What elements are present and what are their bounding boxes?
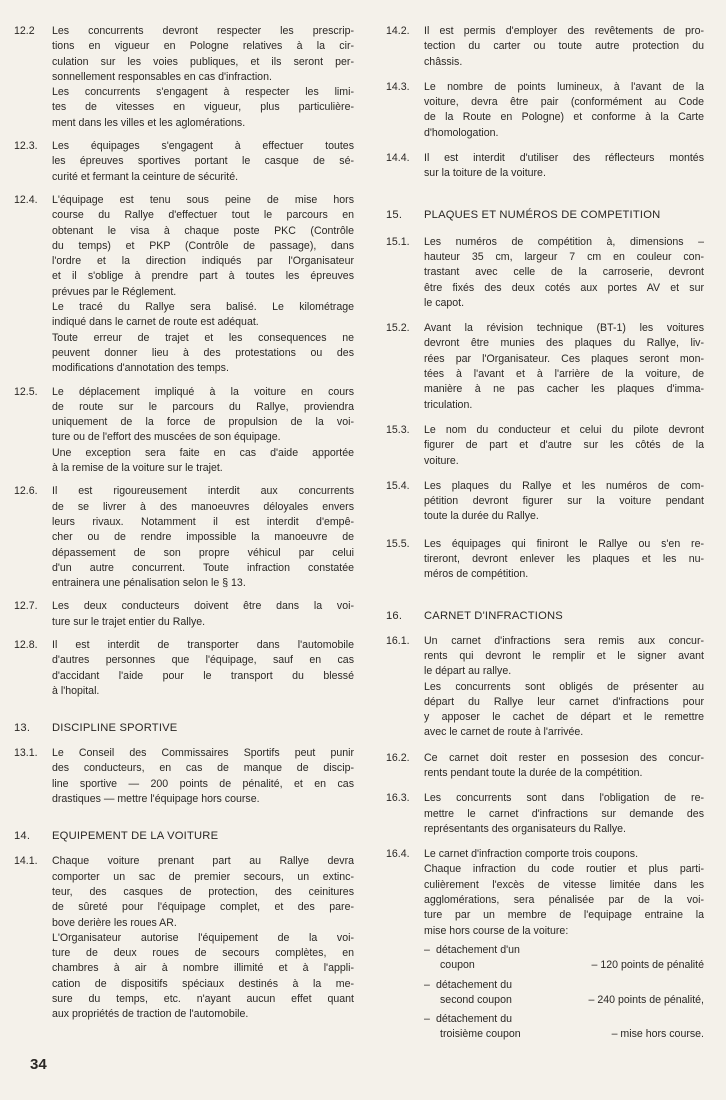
text-line: sure du temps, etc. n'ayant aucun effet quant bbox=[52, 993, 354, 1006]
text-line: et il s'oblige à prendre part à toutes les épreuves bbox=[52, 270, 354, 283]
text-line: détachement d'un bbox=[436, 943, 520, 956]
text-line: pétition devront figurer sur la voiture pendant bbox=[424, 495, 704, 508]
text-line: Les concurrents sont dans l'obligation de re- bbox=[424, 792, 704, 805]
article-number: 15.1. bbox=[386, 235, 410, 248]
text-line: leurs rivaux. Notamment il est interdit d'empê- bbox=[52, 515, 354, 528]
text-line: détachement du bbox=[436, 1013, 512, 1026]
text-line: second coupon bbox=[440, 993, 512, 1006]
text-line: chambres à air à nombre illimité et à l'appli- bbox=[52, 962, 354, 975]
text-line: de route sur le parcours du Rallye, proviendra bbox=[52, 400, 354, 413]
left-column bbox=[14, 24, 354, 1023]
text-line: L'équipage est tenu sous peine de mise hors bbox=[52, 193, 354, 206]
text-line: détachement du bbox=[436, 978, 512, 991]
article-number: 15.2. bbox=[386, 322, 410, 335]
article-text bbox=[424, 479, 704, 525]
article-number: 16.1. bbox=[386, 634, 410, 647]
text-line: agglomérations, sera pénalisée par de la voi- bbox=[424, 894, 704, 907]
article-text bbox=[424, 24, 704, 70]
article-text bbox=[52, 746, 354, 807]
article-text bbox=[52, 139, 354, 185]
article-12-4 bbox=[14, 193, 354, 377]
text-line: Les deux conducteurs doivent être dans la voi- bbox=[52, 600, 354, 613]
section-heading-14 bbox=[14, 829, 354, 844]
article-text bbox=[424, 423, 704, 469]
text-line: culièrement l'excès de vitesse limitée dans les bbox=[424, 878, 704, 891]
text-line: L'Organisateur autorise l'équipement de la voi- bbox=[52, 931, 354, 944]
article-text bbox=[52, 484, 354, 591]
article-14-3 bbox=[386, 80, 704, 141]
text-line: figurer de part et d'autre sur les côtés de la bbox=[424, 439, 704, 452]
text-line: Chaque voiture prenant part au Rallye devra bbox=[52, 855, 354, 868]
text-line: obtenant le visa à chaque poste PKC (Contrôle bbox=[52, 224, 354, 237]
article-15-4 bbox=[386, 479, 704, 525]
text-line: Le déplacement impliqué à la voiture en cours bbox=[52, 385, 354, 398]
text-line: d'homologation. bbox=[424, 126, 499, 139]
text-line: le départ au rallye. bbox=[424, 665, 512, 678]
text-line: manière à ne pas cacher les plaques d'imma- bbox=[424, 383, 704, 396]
right-column bbox=[386, 24, 704, 1047]
text-line: y apposer le cachet de départ et le remettre bbox=[424, 711, 704, 724]
section-heading-13 bbox=[14, 721, 354, 736]
article-number: 12.7. bbox=[14, 600, 38, 613]
text-line: tées à l'avant et à l'arrière de la voiture, de bbox=[424, 368, 704, 381]
article-text bbox=[424, 80, 704, 141]
text-line: représentants des organisateurs du Rallye. bbox=[424, 822, 626, 835]
text-line: Il est permis d'employer des revêtements de pro- bbox=[424, 25, 704, 37]
text-line: à l'hopital. bbox=[52, 684, 100, 697]
penalty-value: – 240 points de pénalité, bbox=[588, 993, 704, 1006]
text-line: Le carnet d'infraction comporte trois coupons. bbox=[424, 848, 639, 861]
text-line: peuvent donner lieu à des protestations ou des bbox=[52, 346, 354, 359]
article-number: 14.3. bbox=[386, 80, 410, 93]
article-number: 12.3. bbox=[14, 140, 38, 153]
text-line: les épreuves sportives portant le casque de sé- bbox=[52, 155, 354, 168]
article-12-2 bbox=[14, 24, 354, 131]
article-text bbox=[424, 847, 704, 939]
text-line: bove derière les roues AR. bbox=[52, 916, 177, 929]
text-line: uniquement de la force de propulsion de la voi- bbox=[52, 416, 354, 429]
text-line: Le Conseil des Commissaires Sportifs peut punir bbox=[52, 747, 354, 760]
section-number: 13. bbox=[14, 722, 31, 735]
list-dash: – bbox=[424, 1013, 430, 1026]
article-text bbox=[424, 537, 704, 583]
text-line: drastiques — mettre l'équipage hors course. bbox=[52, 793, 260, 806]
section-number: 16. bbox=[386, 609, 403, 622]
article-12-3 bbox=[14, 139, 354, 185]
text-line: du temps) et PKP (Contrôle de passage), dans bbox=[52, 239, 354, 252]
text-line: comporter un sac de premier secours, un extinc- bbox=[52, 870, 354, 883]
penalty-item bbox=[424, 943, 704, 974]
article-number: 15.5. bbox=[386, 537, 410, 550]
article-14-2 bbox=[386, 24, 704, 70]
article-16-1 bbox=[386, 634, 704, 741]
article-text bbox=[424, 151, 704, 182]
penalty-value: – mise hors course. bbox=[611, 1028, 704, 1041]
text-line: sonnellement responsables en cas d'infraction. bbox=[52, 70, 272, 83]
article-15-1 bbox=[386, 235, 704, 311]
text-line: mise hors course de la voiture: bbox=[424, 924, 569, 937]
text-line: Un carnet d'infractions sera remis aux concur- bbox=[424, 634, 704, 647]
article-text bbox=[424, 235, 704, 311]
text-line: tireront, devront enlever les plaques et les nu- bbox=[424, 553, 704, 566]
text-line: tection du carter ou toute autre protection du bbox=[424, 40, 704, 53]
article-number: 12.6. bbox=[14, 485, 38, 498]
text-line: prévues par le Réglement. bbox=[52, 285, 177, 298]
article-16-3 bbox=[386, 791, 704, 837]
article-12-6 bbox=[14, 484, 354, 591]
text-line: course du Rallye d'effectuer tout le parcours en bbox=[52, 209, 354, 222]
penalty-label bbox=[436, 1012, 544, 1043]
article-number: 16.3. bbox=[386, 792, 410, 805]
text-line: ture par un membre de l'equipage entraine la bbox=[424, 909, 704, 922]
article-text bbox=[52, 638, 354, 699]
penalty-label bbox=[436, 943, 544, 974]
article-number: 16.2. bbox=[386, 751, 410, 764]
section-title: CARNET D'INFRACTIONS bbox=[424, 609, 563, 622]
text-line: de la Route en Pologne) et conforme à la Carte bbox=[424, 111, 704, 124]
text-line: châssis. bbox=[424, 55, 463, 68]
text-line: line sportive — 200 points de pénalité, et en cas bbox=[52, 777, 354, 790]
text-line: de se livrer à des manoeuvres déloyales envers bbox=[52, 500, 354, 513]
text-line: devront être munies des plaques du Rallye, liv- bbox=[424, 337, 704, 350]
article-text bbox=[52, 599, 354, 630]
text-line: cher ou de rendre impossible la manoeuvre de bbox=[52, 531, 354, 544]
text-line: ment dans les villes et les aglomérations. bbox=[52, 116, 246, 129]
text-line: ture de deux roues de secours complètes, en bbox=[52, 947, 354, 960]
text-line: aux propriétés de traction de l'automobile. bbox=[52, 1008, 249, 1021]
text-line: Les concurrents devront respecter les prescrip- bbox=[52, 25, 354, 37]
article-15-3 bbox=[386, 423, 704, 469]
section-heading-15 bbox=[386, 208, 704, 223]
article-text bbox=[52, 854, 354, 1022]
text-line: Une exception sera faite en cas d'aide apportée bbox=[52, 446, 354, 459]
list-dash: – bbox=[424, 943, 430, 956]
text-line: culation sur les voies publiques, et ils seront per- bbox=[52, 55, 354, 68]
article-text bbox=[424, 321, 704, 413]
text-line: voiture, devra être pair (conformément au Code bbox=[424, 96, 704, 109]
section-number: 15. bbox=[386, 208, 403, 221]
text-line: Il est interdit d'utiliser des réflecteurs montés bbox=[424, 152, 704, 165]
text-line: Le nom du conducteur et celui du pilote devront bbox=[424, 423, 704, 436]
text-line: Toute erreur de trajet et les consequences ne bbox=[52, 331, 354, 344]
article-number: 12.4. bbox=[14, 193, 38, 206]
text-line: Les plaques du Rallye et les numéros de com- bbox=[424, 479, 704, 492]
list-dash: – bbox=[424, 978, 430, 991]
text-line: entrainera une pénalisation selon le § 13. bbox=[52, 577, 246, 590]
text-line: Les numéros de compétition à, dimensions – bbox=[424, 235, 704, 248]
article-text bbox=[52, 385, 354, 477]
article-number: 14.1. bbox=[14, 855, 38, 868]
text-line: teur, des casques de protection, des ceinitures bbox=[52, 885, 354, 898]
article-16-2 bbox=[386, 751, 704, 782]
text-line: ture sur le trajet entier du Rallye. bbox=[52, 615, 206, 628]
article-number: 12.2 bbox=[14, 25, 35, 37]
text-line: Les équipages s'engagent à effectuer toutes bbox=[52, 140, 354, 153]
text-line: de sûreté pour l'équipage complet, et des pare- bbox=[52, 901, 354, 914]
text-line: avec le carnet de route à l'arrivée. bbox=[424, 726, 584, 739]
text-line: curité et fermant la ceinture de sécurité. bbox=[52, 170, 239, 183]
text-line: tes de vitesses en vigueur, plus particulière- bbox=[52, 101, 354, 114]
text-line: Il est interdit de transporter dans l'automobile bbox=[52, 638, 354, 651]
section-title: DISCIPLINE SPORTIVE bbox=[52, 722, 178, 735]
article-number: 15.3. bbox=[386, 423, 410, 436]
article-13-1 bbox=[14, 746, 354, 807]
text-line: le capot. bbox=[424, 296, 465, 309]
article-text bbox=[52, 193, 354, 377]
text-line: voiture. bbox=[424, 454, 459, 467]
article-14-4 bbox=[386, 151, 704, 182]
text-line: méros de compétition. bbox=[424, 568, 529, 581]
section-title: PLAQUES ET NUMÉROS DE COMPETITION bbox=[424, 208, 661, 221]
penalty-item bbox=[424, 1012, 704, 1043]
text-line: d'autres personnes que l'équipage, sauf en cas bbox=[52, 654, 354, 667]
text-line: rents qui devront le remplir et le signer avant bbox=[424, 649, 704, 662]
text-line: Les concurrents s'engagent à respecter les limi- bbox=[52, 86, 354, 99]
article-number: 12.8. bbox=[14, 638, 38, 651]
text-line: Le nombre de points lumineux, à l'avant de la bbox=[424, 80, 704, 93]
text-line: cation de dispositifs spéciaux destinés à la me- bbox=[52, 977, 354, 990]
penalty-item bbox=[424, 978, 704, 1009]
text-line: indiqué dans le carnet de route est adéquat. bbox=[52, 316, 259, 329]
penalty-label bbox=[436, 978, 544, 1009]
text-line: d'accidant l'aide pour le transport du blessé bbox=[52, 669, 354, 682]
text-line: Les équipages qui finiront le Rallye ou s'en re- bbox=[424, 537, 704, 550]
text-line: troisième coupon bbox=[440, 1028, 521, 1041]
text-line: l'ordre et la direction indiqués par l'Organisateur bbox=[52, 255, 354, 268]
text-line: Ce carnet doit rester en possesion des concur- bbox=[424, 751, 704, 764]
text-line: toute la durée du Rallye. bbox=[424, 510, 539, 523]
text-line: triculation. bbox=[424, 398, 473, 411]
text-line: Chaque infraction du code routier et plus parti- bbox=[424, 863, 704, 876]
text-line: départ du Rallye leur carnet d'infractions pour bbox=[424, 695, 704, 708]
text-line: être fixés des deux cotés aux portes AV et sur bbox=[424, 281, 704, 294]
article-number: 16.4. bbox=[386, 848, 410, 861]
page-number: 34 bbox=[30, 1056, 47, 1073]
article-15-5 bbox=[386, 537, 704, 583]
article-number: 15.4. bbox=[386, 479, 410, 492]
penalty-list bbox=[424, 943, 704, 1043]
article-12-7 bbox=[14, 599, 354, 630]
text-line: Il est rigoureusement interdit aux concurrents bbox=[52, 485, 354, 498]
article-16-4 bbox=[386, 847, 704, 939]
penalty-value: – 120 points de pénalité bbox=[591, 959, 704, 972]
text-line: d'un autre concurrent. Toute infraction constatée bbox=[52, 561, 354, 574]
article-text bbox=[424, 791, 704, 837]
text-line: hauteur 35 cm, largeur 7 cm en couleur con- bbox=[424, 250, 704, 263]
text-line: tions en vigueur en Pologne relatives à la cir- bbox=[52, 40, 354, 53]
text-line: Les concurrents sont obligés de présenter au bbox=[424, 680, 704, 693]
article-text bbox=[52, 24, 354, 131]
text-line: rents pendant toute la durée de la compétition. bbox=[424, 766, 643, 779]
article-12-5 bbox=[14, 385, 354, 477]
text-line: Avant la révision technique (BT-1) les voitures bbox=[424, 322, 704, 335]
article-text bbox=[424, 634, 704, 741]
text-line: rées par l'Organisateur. Ces plaques seront mon- bbox=[424, 352, 704, 365]
article-12-8 bbox=[14, 638, 354, 699]
article-14-1 bbox=[14, 854, 354, 1022]
section-number: 14. bbox=[14, 830, 31, 843]
text-line: à la remise de la voiture sur le trajet. bbox=[52, 462, 223, 475]
article-number: 14.2. bbox=[386, 25, 410, 37]
text-line: Le tracé du Rallye sera balisé. Le kilométrage bbox=[52, 301, 354, 314]
article-number: 14.4. bbox=[386, 152, 410, 165]
article-text bbox=[424, 751, 704, 782]
section-heading-16 bbox=[386, 609, 704, 624]
article-number: 12.5. bbox=[14, 385, 38, 398]
text-line: ture ou de l'effort des muscées de son équipage. bbox=[52, 431, 281, 444]
article-15-2 bbox=[386, 321, 704, 413]
article-number: 13.1. bbox=[14, 747, 38, 760]
text-line: sur la toiture de la voiture. bbox=[424, 167, 546, 180]
text-line: des conducteurs, en cas de manque de discip- bbox=[52, 762, 354, 775]
text-line: coupon bbox=[440, 959, 475, 972]
text-line: modifications d'annotation des temps. bbox=[52, 362, 229, 375]
section-title: EQUIPEMENT DE LA VOITURE bbox=[52, 830, 219, 843]
text-line: mettre le carnet d'infractions sur demande des bbox=[424, 807, 704, 820]
text-line: dépassement de son propre véhicul par celui bbox=[52, 546, 354, 559]
text-line: trastant avec celle de la carroserie, devront bbox=[424, 266, 704, 279]
